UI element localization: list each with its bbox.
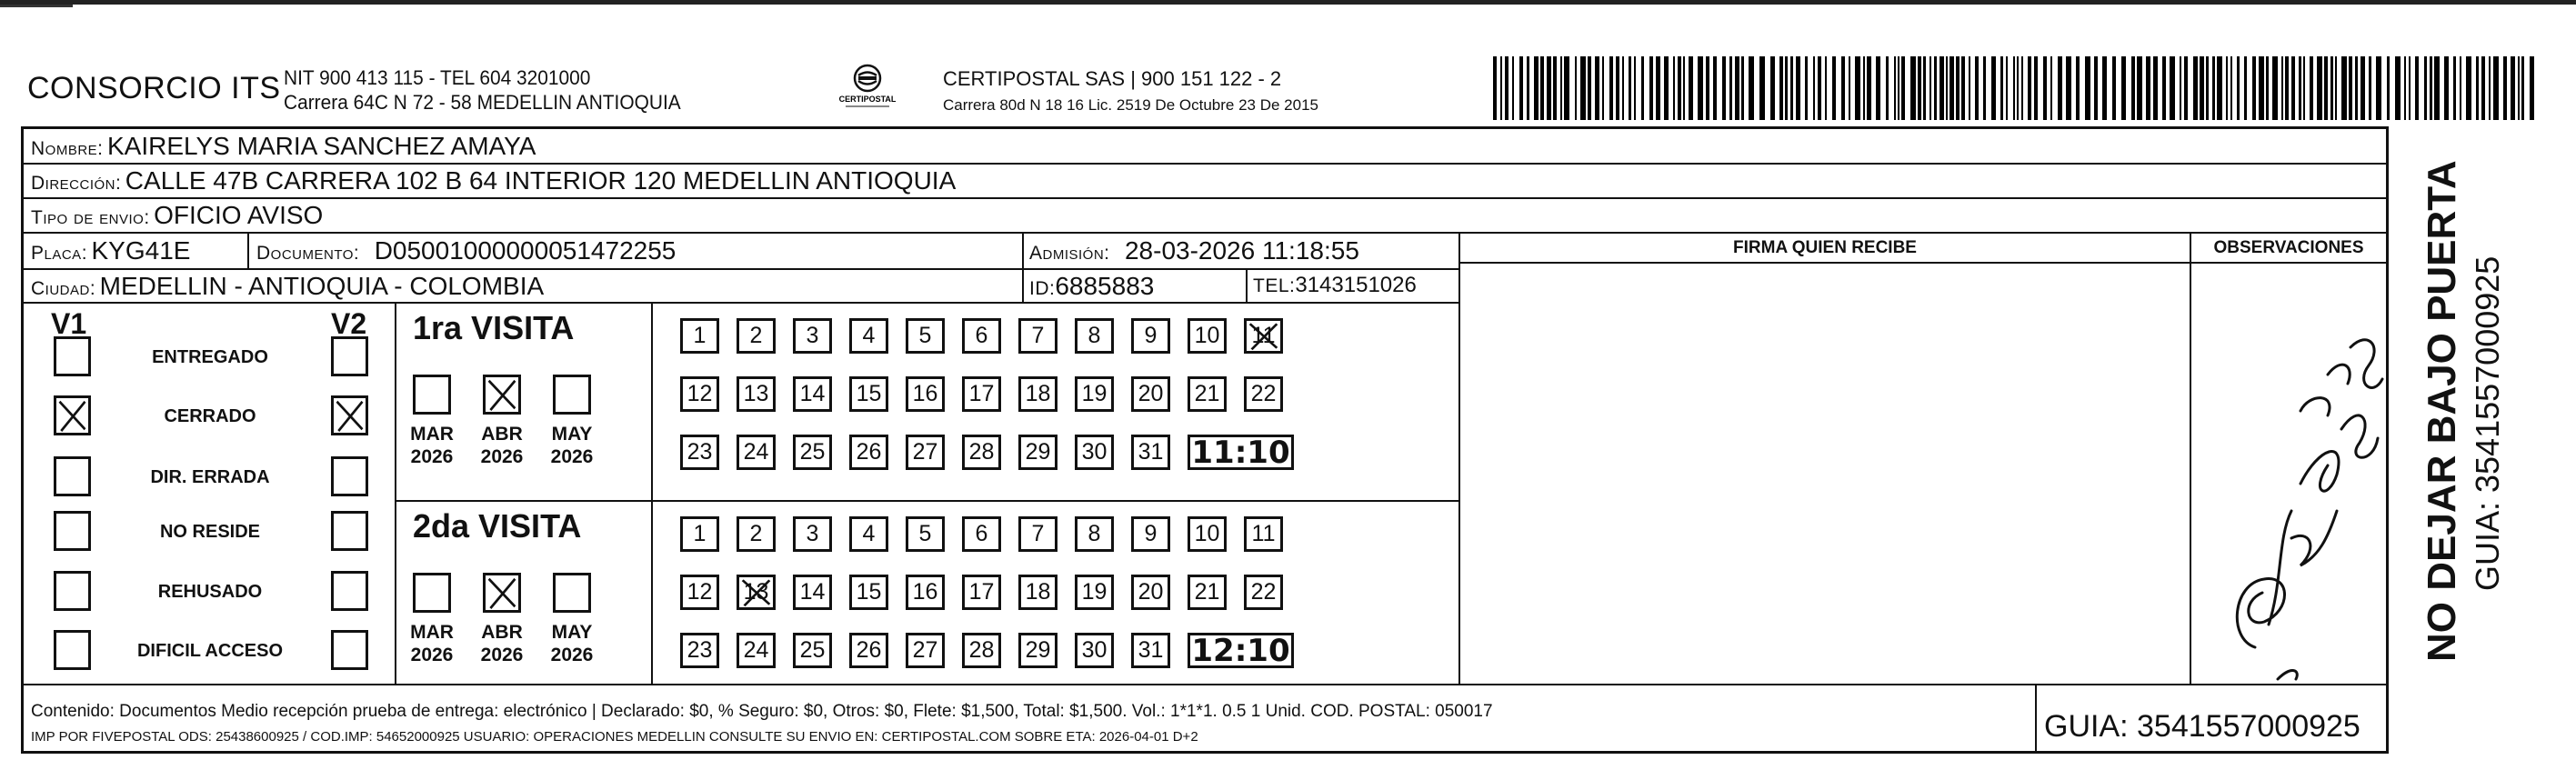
tel-field [1253, 273, 1417, 298]
observaciones-header: OBSERVACIONES [2213, 238, 2364, 257]
month-checkbox[interactable] [553, 375, 591, 415]
day-box[interactable] [906, 633, 945, 668]
month-name: MAY [551, 424, 593, 445]
day-box[interactable] [737, 435, 776, 470]
month-name: MAY [551, 622, 593, 643]
day-number: 7 [1031, 521, 1045, 546]
day-box[interactable] [1018, 575, 1057, 610]
placa-label: Placa: [31, 243, 88, 264]
day-box[interactable] [680, 516, 719, 552]
day-box[interactable] [906, 376, 945, 412]
v1-checkbox[interactable] [54, 456, 91, 496]
day-box[interactable] [1018, 376, 1057, 412]
day-box[interactable] [793, 318, 832, 354]
top-border [0, 0, 2576, 5]
certipostal-info [943, 65, 1318, 118]
day-box[interactable] [793, 516, 832, 552]
id-value: 6885883 [1055, 272, 1155, 300]
day-box[interactable] [962, 575, 1001, 610]
v2-header: V2 [331, 307, 367, 340]
day-box[interactable] [849, 633, 888, 668]
day-cross-mark [739, 577, 773, 607]
status-label: ENTREGADO [152, 347, 268, 367]
day-box[interactable] [793, 435, 832, 470]
name-label: Nombre: [31, 138, 104, 159]
day-number: 5 [918, 323, 932, 348]
day-box[interactable] [680, 435, 719, 470]
day-cross-mark [1247, 321, 1280, 351]
month-checkbox[interactable] [413, 573, 451, 613]
v2-checkbox[interactable] [331, 395, 368, 435]
day-number: 14 [799, 381, 826, 406]
firma-header: FIRMA QUIEN RECIBE [1733, 238, 1917, 257]
month-name: MAR [410, 424, 454, 445]
day-box[interactable] [1131, 633, 1170, 668]
month-year: 2026 [550, 446, 594, 467]
day-box[interactable] [1244, 318, 1283, 354]
day-number: 12 [687, 381, 713, 406]
day-number: 25 [799, 439, 826, 465]
day-number: 16 [912, 381, 938, 406]
day-box[interactable] [737, 376, 776, 412]
no-dejar-warning: NO DEJAR BAJO PUERTA [2420, 160, 2464, 662]
day-number: 3 [806, 521, 819, 546]
side-guia: GUIA: 3541557000925 [2469, 255, 2506, 591]
day-number: 27 [912, 637, 938, 663]
day-number: 19 [1081, 579, 1108, 605]
tipo-label: Tipo de envio: [31, 207, 150, 228]
day-box[interactable] [906, 575, 945, 610]
month-label [405, 423, 459, 468]
day-box[interactable] [906, 516, 945, 552]
day-box[interactable] [962, 376, 1001, 412]
day-number: 24 [743, 637, 769, 663]
day-number: 21 [1194, 381, 1220, 406]
tel-label: TEL: [1253, 275, 1296, 296]
day-number: 22 [1250, 579, 1277, 605]
day-box[interactable] [906, 318, 945, 354]
status-label: REHUSADO [157, 582, 263, 602]
month-name: ABR [481, 622, 523, 643]
barcode [1493, 56, 2537, 120]
day-number: 20 [1138, 579, 1164, 605]
day-box[interactable] [849, 575, 888, 610]
day-box[interactable] [962, 318, 1001, 354]
contenido-text: Contenido: Documentos Medio recepción prueba de entrega: electrónico | Declarado: $0, % Seguro: $0, Otros: $0, Flete: $1,500, Total: $1,500. Vol.: 1*1*1. 0.5 1 Unid. COD. POSTAL: 050017 [31, 702, 1493, 721]
day-box[interactable] [1075, 633, 1114, 668]
day-number: 4 [862, 521, 876, 546]
day-box[interactable] [1188, 575, 1227, 610]
day-number: 4 [862, 323, 876, 348]
id-field [1029, 272, 1154, 301]
day-number: 23 [687, 439, 713, 465]
day-box[interactable] [1244, 376, 1283, 412]
v1-checkbox[interactable] [54, 336, 91, 376]
day-box[interactable] [849, 318, 888, 354]
day-box[interactable] [1244, 516, 1283, 552]
month-year: 2026 [410, 446, 454, 467]
month-checkbox[interactable] [483, 375, 521, 415]
address-label: Dirección: [31, 173, 122, 194]
day-box[interactable] [680, 376, 719, 412]
day-box[interactable] [737, 516, 776, 552]
footer-guia: GUIA: 3541557000925 [2044, 709, 2360, 744]
day-box[interactable] [849, 376, 888, 412]
side-warning [2414, 0, 2560, 780]
visit-title: 2da VISITA [413, 507, 582, 545]
day-box[interactable] [1075, 575, 1114, 610]
day-box[interactable] [793, 376, 832, 412]
day-number: 25 [799, 637, 826, 663]
day-number: 26 [856, 637, 882, 663]
day-number: 22 [1250, 381, 1277, 406]
day-number: 2 [749, 323, 763, 348]
day-box[interactable] [849, 516, 888, 552]
day-number: 10 [1194, 521, 1220, 546]
day-number: 21 [1194, 579, 1220, 605]
day-number: 29 [1025, 637, 1051, 663]
day-number: 6 [975, 323, 988, 348]
name-value: KAIRELYS MARIA SANCHEZ AMAYA [106, 132, 536, 160]
v1-checkbox[interactable] [54, 571, 91, 611]
day-box[interactable] [1244, 575, 1283, 610]
day-box[interactable] [680, 633, 719, 668]
name-field [31, 132, 536, 161]
day-number: 17 [968, 579, 995, 605]
visit-time[interactable]: 11:10 [1188, 435, 1294, 470]
day-number: 30 [1081, 439, 1108, 465]
day-number: 9 [1144, 323, 1158, 348]
day-number: 28 [968, 637, 995, 663]
day-number: 14 [799, 579, 826, 605]
day-number: 2 [749, 521, 763, 546]
day-number: 8 [1088, 323, 1101, 348]
month-year: 2026 [480, 446, 524, 467]
month-label [545, 621, 599, 666]
day-number: 17 [968, 381, 995, 406]
visit-time[interactable]: 12:10 [1188, 633, 1294, 668]
month-label [475, 621, 529, 666]
month-checkbox[interactable] [413, 375, 451, 415]
nit-line: NIT 900 413 115 - TEL 604 3201000 [284, 66, 591, 89]
day-box[interactable] [680, 575, 719, 610]
status-label: DIFICIL ACCESO [136, 641, 283, 661]
v1-checkbox[interactable] [54, 630, 91, 670]
month-label [405, 621, 459, 666]
day-box[interactable] [1018, 633, 1057, 668]
month-year: 2026 [410, 645, 454, 665]
documento-field [256, 236, 676, 265]
v1-header: V1 [51, 307, 87, 340]
day-box[interactable] [737, 633, 776, 668]
day-box[interactable] [1188, 516, 1227, 552]
day-number: 27 [912, 439, 938, 465]
day-box[interactable] [1131, 575, 1170, 610]
day-number: 23 [687, 637, 713, 663]
day-number: 18 [1025, 381, 1051, 406]
day-box[interactable] [793, 633, 832, 668]
status-label: DIR. ERRADA [150, 467, 270, 487]
day-number: 24 [743, 439, 769, 465]
day-box[interactable] [906, 435, 945, 470]
company-name: CONSORCIO ITS [27, 71, 281, 105]
admision-field [1029, 236, 1359, 265]
v1-checkbox[interactable] [54, 395, 91, 435]
day-box[interactable] [737, 575, 776, 610]
ciudad-value: MEDELLIN - ANTIOQUIA - COLOMBIA [99, 272, 545, 300]
day-number: 6 [975, 521, 988, 546]
tipo-value: OFICIO AVISO [154, 201, 324, 229]
cert-line-2: Carrera 80d N 18 16 Lic. 2519 De Octubre 23 De 2015 [943, 96, 1318, 114]
day-number: 15 [856, 381, 882, 406]
day-box[interactable] [1131, 435, 1170, 470]
status-label: CERRADO [164, 406, 256, 426]
day-number: 11 [1251, 521, 1276, 546]
day-number: 5 [918, 521, 932, 546]
month-name: MAR [410, 622, 454, 643]
handwritten-signature [2191, 265, 2386, 682]
status-label: NO RESIDE [159, 522, 261, 542]
month-label [545, 423, 599, 468]
placa-field [31, 236, 190, 265]
day-box[interactable] [1131, 318, 1170, 354]
ciudad-field [31, 272, 544, 301]
day-box[interactable] [1018, 435, 1057, 470]
v2-checkbox[interactable] [331, 630, 368, 670]
imp-text: IMP POR FIVEPOSTAL ODS: 25438600925 / COD.IMP: 54652000925 USUARIO: OPERACIONES MEDELLIN CONSULTE SU ENVIO EN: CERTIPOSTAL.COM SOBRE ETA: 2026-04-01 D+2 [31, 729, 1198, 745]
certipostal-logo [835, 64, 900, 114]
day-number: 30 [1081, 637, 1108, 663]
logo-caption: CERTIPOSTAL [838, 95, 897, 104]
admision-value: 28-03-2026 11:18:55 [1124, 236, 1359, 265]
day-number: 13 [743, 579, 769, 605]
day-box[interactable] [1075, 516, 1114, 552]
v2-checkbox[interactable] [331, 511, 368, 551]
day-number: 8 [1088, 521, 1101, 546]
day-number: 10 [1194, 323, 1220, 348]
day-number: 1 [693, 521, 707, 546]
day-number: 11 [1251, 323, 1276, 348]
day-number: 13 [743, 381, 769, 406]
month-name: ABR [481, 424, 523, 445]
day-number: 15 [856, 579, 882, 605]
day-box[interactable] [1131, 516, 1170, 552]
v2-checkbox[interactable] [331, 456, 368, 496]
month-year: 2026 [480, 645, 524, 665]
admision-label: Admisión: [1029, 243, 1110, 264]
day-box[interactable] [962, 516, 1001, 552]
placa-value: KYG41E [91, 236, 191, 265]
tipo-field [31, 201, 323, 230]
visit-title: 1ra VISITA [413, 309, 575, 346]
id-label: ID: [1029, 278, 1056, 299]
month-year: 2026 [550, 645, 594, 665]
day-number: 31 [1138, 439, 1164, 465]
day-number: 1 [693, 323, 707, 348]
day-box[interactable] [1188, 376, 1227, 412]
day-number: 28 [968, 439, 995, 465]
day-box[interactable] [680, 318, 719, 354]
day-number: 9 [1144, 521, 1158, 546]
day-box[interactable] [1131, 376, 1170, 412]
day-box[interactable] [1188, 318, 1227, 354]
v2-checkbox[interactable] [331, 571, 368, 611]
documento-label: Documento: [256, 243, 360, 264]
day-number: 16 [912, 579, 938, 605]
day-box[interactable] [1018, 516, 1057, 552]
day-number: 29 [1025, 439, 1051, 465]
tel-value: 3143151026 [1295, 273, 1417, 297]
day-number: 31 [1138, 637, 1164, 663]
month-checkbox[interactable] [483, 573, 521, 613]
day-number: 19 [1081, 381, 1108, 406]
address-field [31, 166, 956, 195]
v2-checkbox[interactable] [331, 336, 368, 376]
day-box[interactable] [1075, 435, 1114, 470]
day-number: 26 [856, 439, 882, 465]
day-number: 20 [1138, 381, 1164, 406]
cert-line-1: CERTIPOSTAL SAS | 900 151 122 - 2 [943, 67, 1282, 90]
top-border-tick [0, 5, 73, 7]
day-number: 7 [1031, 323, 1045, 348]
address-value: CALLE 47B CARRERA 102 B 64 INTERIOR 120 MEDELLIN ANTIOQUIA [125, 166, 957, 195]
day-box[interactable] [1075, 318, 1114, 354]
day-number: 3 [806, 323, 819, 348]
ciudad-label: Ciudad: [31, 278, 96, 299]
company-info [284, 65, 681, 115]
month-checkbox[interactable] [553, 573, 591, 613]
day-box[interactable] [1018, 318, 1057, 354]
day-box[interactable] [793, 575, 832, 610]
month-label [475, 423, 529, 468]
delivery-form [21, 126, 2389, 754]
day-number: 12 [687, 579, 713, 605]
v1-checkbox[interactable] [54, 511, 91, 551]
documento-value: D05001000000051472255 [374, 236, 677, 265]
day-box[interactable] [962, 633, 1001, 668]
day-box[interactable] [962, 435, 1001, 470]
day-box[interactable] [849, 435, 888, 470]
day-box[interactable] [737, 318, 776, 354]
day-box[interactable] [1075, 376, 1114, 412]
day-number: 18 [1025, 579, 1051, 605]
company-address: Carrera 64C N 72 - 58 MEDELLIN ANTIOQUIA [284, 91, 681, 114]
